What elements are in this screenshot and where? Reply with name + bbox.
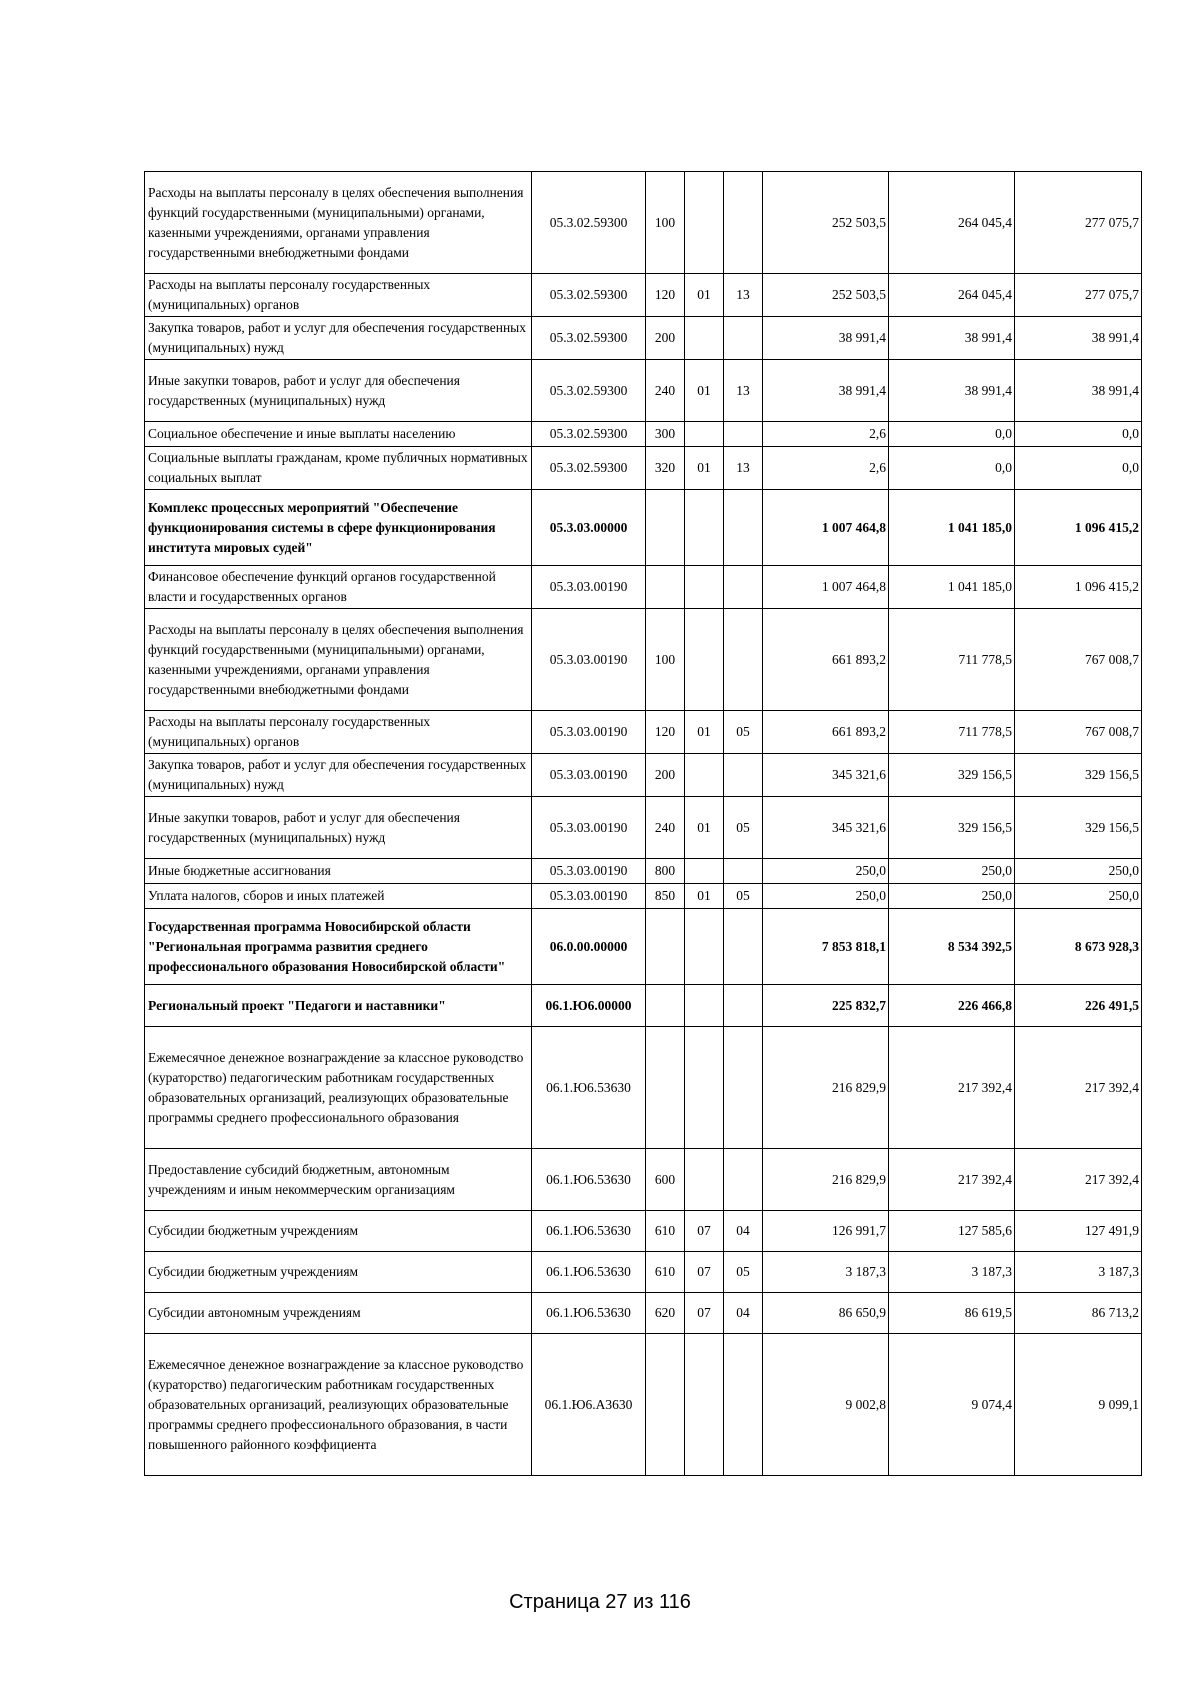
amount-year-3: 767 008,7: [1015, 711, 1142, 754]
expense-type: [646, 490, 685, 566]
amount-year-3: 9 099,1: [1015, 1334, 1142, 1476]
item-name: Закупка товаров, работ и услуг для обеспечения государственных (муниципальных) нужд: [145, 317, 532, 360]
amount-year-3: 226 491,5: [1015, 985, 1142, 1027]
section-code: 07: [685, 1252, 724, 1293]
amount-year-2: 264 045,4: [889, 172, 1015, 274]
amount-year-1: 225 832,7: [763, 985, 889, 1027]
subsection-code: [724, 754, 763, 797]
amount-year-2: 1 041 185,0: [889, 566, 1015, 609]
table-row: [145, 609, 1142, 711]
table-row: [145, 1027, 1142, 1149]
amount-year-1: 7 853 818,1: [763, 909, 889, 985]
section-code: 01: [685, 274, 724, 317]
section-code: [685, 1027, 724, 1149]
amount-year-1: 661 893,2: [763, 609, 889, 711]
target-code: 05.3.03.00190: [532, 797, 646, 859]
item-name: Расходы на выплаты персоналу государственных (муниципальных) органов: [145, 711, 532, 754]
table-row: [145, 797, 1142, 859]
subsection-code: 05: [724, 1252, 763, 1293]
subsection-code: [724, 490, 763, 566]
amount-year-3: 277 075,7: [1015, 172, 1142, 274]
amount-year-1: 252 503,5: [763, 172, 889, 274]
amount-year-2: 86 619,5: [889, 1293, 1015, 1334]
subsection-code: 04: [724, 1293, 763, 1334]
section-code: 07: [685, 1211, 724, 1252]
section-code: [685, 909, 724, 985]
amount-year-1: 216 829,9: [763, 1149, 889, 1211]
target-code: 05.3.02.59300: [532, 274, 646, 317]
section-code: [685, 859, 724, 884]
page-number: Страница 27 из 116: [509, 1591, 691, 1613]
target-code: 05.3.03.00190: [532, 566, 646, 609]
table-row: [145, 1211, 1142, 1252]
section-code: [685, 566, 724, 609]
section-code: 01: [685, 884, 724, 909]
amount-year-2: 0,0: [889, 422, 1015, 447]
subsection-code: [724, 985, 763, 1027]
item-name: Социальное обеспечение и иные выплаты населению: [145, 422, 532, 447]
amount-year-2: 9 074,4: [889, 1334, 1015, 1476]
section-code: 07: [685, 1293, 724, 1334]
section-code: 01: [685, 360, 724, 422]
table-row: [145, 909, 1142, 985]
subsection-code: 04: [724, 1211, 763, 1252]
section-code: 01: [685, 447, 724, 490]
amount-year-1: 345 321,6: [763, 754, 889, 797]
subsection-code: [724, 317, 763, 360]
item-name: Финансовое обеспечение функций органов государственной власти и государственных органов: [145, 566, 532, 609]
table-row: [145, 859, 1142, 884]
item-name: Иные бюджетные ассигнования: [145, 859, 532, 884]
expense-type: 240: [646, 797, 685, 859]
expense-type: 600: [646, 1149, 685, 1211]
expense-type: 120: [646, 711, 685, 754]
section-code: [685, 490, 724, 566]
expense-type: 200: [646, 317, 685, 360]
item-name: Субсидии автономным учреждениям: [145, 1293, 532, 1334]
amount-year-1: 126 991,7: [763, 1211, 889, 1252]
item-name: Закупка товаров, работ и услуг для обеспечения государственных (муниципальных) нужд: [145, 754, 532, 797]
item-name: Социальные выплаты гражданам, кроме публичных нормативных социальных выплат: [145, 447, 532, 490]
target-code: 06.0.00.00000: [532, 909, 646, 985]
amount-year-2: 711 778,5: [889, 711, 1015, 754]
amount-year-2: 226 466,8: [889, 985, 1015, 1027]
expense-type: 800: [646, 859, 685, 884]
item-name: Иные закупки товаров, работ и услуг для обеспечения государственных (муниципальных) нужд: [145, 360, 532, 422]
expense-type: 610: [646, 1211, 685, 1252]
item-name: Расходы на выплаты персоналу в целях обеспечения выполнения функций государственными (муниципальными) органами, казенными учреждениями, органами управления государственными внебюджетными фондами: [145, 172, 532, 274]
expense-type: 850: [646, 884, 685, 909]
amount-year-3: 86 713,2: [1015, 1293, 1142, 1334]
table-row: [145, 711, 1142, 754]
subsection-code: [724, 1027, 763, 1149]
subsection-code: [724, 566, 763, 609]
item-name: Региональный проект "Педагоги и наставники": [145, 985, 532, 1027]
target-code: 06.1.Ю6.53630: [532, 1293, 646, 1334]
target-code: 06.1.Ю6.53630: [532, 1211, 646, 1252]
amount-year-3: 0,0: [1015, 447, 1142, 490]
amount-year-3: 38 991,4: [1015, 317, 1142, 360]
section-code: [685, 1149, 724, 1211]
subsection-code: 13: [724, 360, 763, 422]
amount-year-1: 250,0: [763, 884, 889, 909]
amount-year-3: 250,0: [1015, 859, 1142, 884]
item-name: Государственная программа Новосибирской области "Региональная программа развития среднего профессионального образования Новосибирской области": [145, 909, 532, 985]
subsection-code: [724, 609, 763, 711]
table-row: [145, 1252, 1142, 1293]
amount-year-3: 277 075,7: [1015, 274, 1142, 317]
table-row: [145, 1334, 1142, 1476]
amount-year-2: 1 041 185,0: [889, 490, 1015, 566]
amount-year-3: 0,0: [1015, 422, 1142, 447]
amount-year-2: 329 156,5: [889, 754, 1015, 797]
table-row: [145, 360, 1142, 422]
section-code: [685, 754, 724, 797]
table-row: [145, 1293, 1142, 1334]
amount-year-1: 2,6: [763, 447, 889, 490]
amount-year-1: 38 991,4: [763, 360, 889, 422]
table-body: [145, 172, 1142, 1476]
amount-year-3: 217 392,4: [1015, 1149, 1142, 1211]
amount-year-2: 217 392,4: [889, 1149, 1015, 1211]
expense-type: [646, 985, 685, 1027]
expense-type: 610: [646, 1252, 685, 1293]
target-code: 05.3.03.00000: [532, 490, 646, 566]
section-code: 01: [685, 797, 724, 859]
expense-type: [646, 1027, 685, 1149]
amount-year-3: 217 392,4: [1015, 1027, 1142, 1149]
target-code: 05.3.03.00190: [532, 859, 646, 884]
table-row: [145, 884, 1142, 909]
amount-year-2: 8 534 392,5: [889, 909, 1015, 985]
amount-year-2: 38 991,4: [889, 317, 1015, 360]
amount-year-3: 127 491,9: [1015, 1211, 1142, 1252]
item-name: Расходы на выплаты персоналу в целях обеспечения выполнения функций государственными (муниципальными) органами, казенными учреждениями, органами управления государственными внебюджетными фондами: [145, 609, 532, 711]
target-code: 06.1.Ю6.53630: [532, 1027, 646, 1149]
subsection-code: 05: [724, 884, 763, 909]
table-row: [145, 754, 1142, 797]
subsection-code: [724, 859, 763, 884]
amount-year-1: 86 650,9: [763, 1293, 889, 1334]
item-name: Иные закупки товаров, работ и услуг для обеспечения государственных (муниципальных) нужд: [145, 797, 532, 859]
target-code: 06.1.Ю6.53630: [532, 1149, 646, 1211]
amount-year-2: 250,0: [889, 884, 1015, 909]
table-row: [145, 447, 1142, 490]
expense-type: 620: [646, 1293, 685, 1334]
amount-year-2: 127 585,6: [889, 1211, 1015, 1252]
target-code: 05.3.03.00190: [532, 754, 646, 797]
amount-year-3: 250,0: [1015, 884, 1142, 909]
target-code: 05.3.02.59300: [532, 360, 646, 422]
subsection-code: [724, 909, 763, 985]
table-row: [145, 985, 1142, 1027]
expense-type: [646, 566, 685, 609]
amount-year-2: 711 778,5: [889, 609, 1015, 711]
expense-type: 120: [646, 274, 685, 317]
subsection-code: [724, 172, 763, 274]
amount-year-2: 264 045,4: [889, 274, 1015, 317]
expense-type: 300: [646, 422, 685, 447]
target-code: 05.3.02.59300: [532, 317, 646, 360]
section-code: [685, 985, 724, 1027]
amount-year-1: 216 829,9: [763, 1027, 889, 1149]
amount-year-3: 38 991,4: [1015, 360, 1142, 422]
amount-year-1: 9 002,8: [763, 1334, 889, 1476]
item-name: Предоставление субсидий бюджетным, автономным учреждениям и иным некоммерческим организациям: [145, 1149, 532, 1211]
budget-table: [144, 171, 1142, 1476]
item-name: Расходы на выплаты персоналу государственных (муниципальных) органов: [145, 274, 532, 317]
subsection-code: [724, 422, 763, 447]
expense-type: 240: [646, 360, 685, 422]
subsection-code: [724, 1149, 763, 1211]
table-row: [145, 566, 1142, 609]
item-name: Субсидии бюджетным учреждениям: [145, 1211, 532, 1252]
section-code: [685, 172, 724, 274]
expense-type: 320: [646, 447, 685, 490]
item-name: Уплата налогов, сборов и иных платежей: [145, 884, 532, 909]
amount-year-3: 329 156,5: [1015, 797, 1142, 859]
amount-year-2: 0,0: [889, 447, 1015, 490]
amount-year-3: 767 008,7: [1015, 609, 1142, 711]
table-row: [145, 490, 1142, 566]
table-row: [145, 422, 1142, 447]
amount-year-1: 2,6: [763, 422, 889, 447]
amount-year-3: 3 187,3: [1015, 1252, 1142, 1293]
expense-type: 200: [646, 754, 685, 797]
amount-year-1: 1 007 464,8: [763, 490, 889, 566]
expense-type: [646, 909, 685, 985]
target-code: 05.3.02.59300: [532, 172, 646, 274]
amount-year-3: 1 096 415,2: [1015, 490, 1142, 566]
table-row: [145, 1149, 1142, 1211]
amount-year-1: 38 991,4: [763, 317, 889, 360]
amount-year-1: 3 187,3: [763, 1252, 889, 1293]
amount-year-2: 38 991,4: [889, 360, 1015, 422]
amount-year-1: 252 503,5: [763, 274, 889, 317]
target-code: 05.3.02.59300: [532, 422, 646, 447]
section-code: [685, 609, 724, 711]
section-code: [685, 1334, 724, 1476]
table-row: [145, 274, 1142, 317]
amount-year-2: 250,0: [889, 859, 1015, 884]
section-code: 01: [685, 711, 724, 754]
amount-year-1: 345 321,6: [763, 797, 889, 859]
section-code: [685, 317, 724, 360]
subsection-code: 13: [724, 447, 763, 490]
amount-year-1: 250,0: [763, 859, 889, 884]
target-code: 05.3.02.59300: [532, 447, 646, 490]
expense-type: 100: [646, 609, 685, 711]
amount-year-2: 329 156,5: [889, 797, 1015, 859]
amount-year-2: 3 187,3: [889, 1252, 1015, 1293]
subsection-code: [724, 1334, 763, 1476]
table-row: [145, 317, 1142, 360]
item-name: Ежемесячное денежное вознаграждение за классное руководство (кураторство) педагогическим работникам государственных образовательных организаций, реализующих образовательные программы среднего профессионального образования, в части повышенного районного коэффициента: [145, 1334, 532, 1476]
target-code: 05.3.03.00190: [532, 884, 646, 909]
amount-year-3: 329 156,5: [1015, 754, 1142, 797]
item-name: Субсидии бюджетным учреждениям: [145, 1252, 532, 1293]
item-name: Ежемесячное денежное вознаграждение за классное руководство (кураторство) педагогическим работникам государственных образовательных организаций, реализующих образовательные программы среднего профессионального образования: [145, 1027, 532, 1149]
subsection-code: 13: [724, 274, 763, 317]
target-code: 05.3.03.00190: [532, 609, 646, 711]
expense-type: [646, 1334, 685, 1476]
target-code: 06.1.Ю6.А3630: [532, 1334, 646, 1476]
amount-year-2: 217 392,4: [889, 1027, 1015, 1149]
expense-type: 100: [646, 172, 685, 274]
target-code: 06.1.Ю6.00000: [532, 985, 646, 1027]
amount-year-3: 1 096 415,2: [1015, 566, 1142, 609]
target-code: 06.1.Ю6.53630: [532, 1252, 646, 1293]
target-code: 05.3.03.00190: [532, 711, 646, 754]
table-row: [145, 172, 1142, 274]
subsection-code: 05: [724, 797, 763, 859]
section-code: [685, 422, 724, 447]
subsection-code: 05: [724, 711, 763, 754]
amount-year-1: 1 007 464,8: [763, 566, 889, 609]
amount-year-1: 661 893,2: [763, 711, 889, 754]
item-name: Комплекс процессных мероприятий "Обеспечение функционирования системы в сфере функционирования института мировых судей": [145, 490, 532, 566]
amount-year-3: 8 673 928,3: [1015, 909, 1142, 985]
